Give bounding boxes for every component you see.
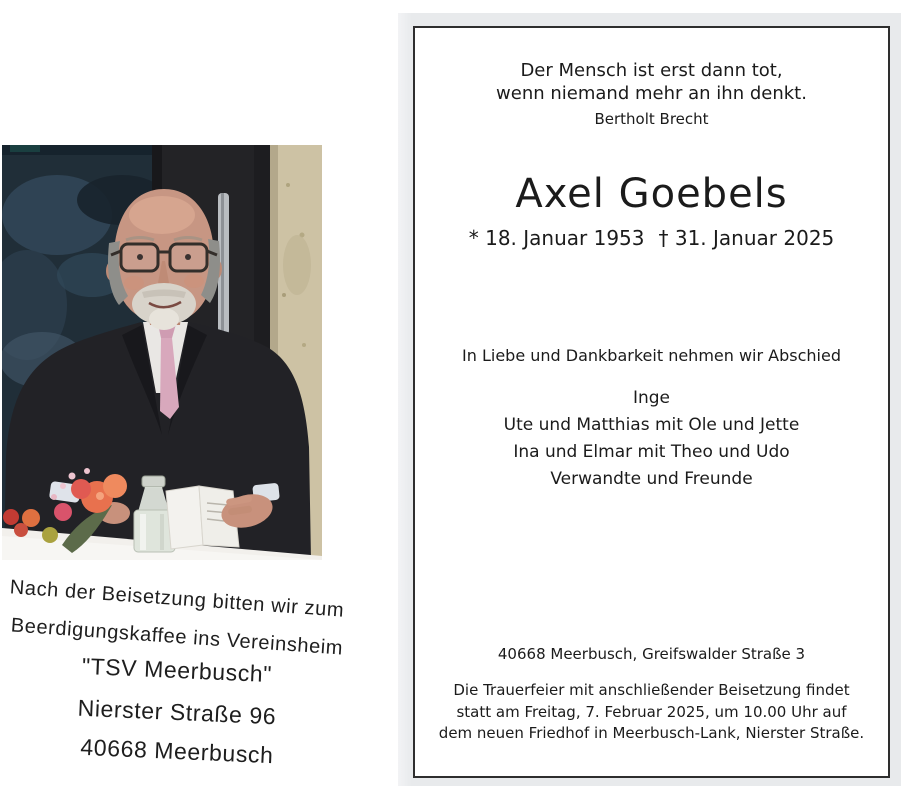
deceased-name: Axel Goebels xyxy=(515,171,788,217)
life-dates xyxy=(415,226,888,250)
invitation-line-2: Beerdigungskaffee ins Vereinsheim xyxy=(10,614,344,660)
birth-date: * 18. Januar 1953 xyxy=(468,226,645,250)
farewell-line: In Liebe und Dankbarkeit nehmen wir Abschied xyxy=(462,346,841,365)
mourners-list xyxy=(415,385,888,493)
funeral-details xyxy=(415,680,888,745)
funeral-line-3: dem neuen Friedhof in Meerbusch-Lank, Nierster Straße. xyxy=(438,724,865,742)
family-address: 40668 Meerbusch, Greifswalder Straße 3 xyxy=(497,645,806,663)
invitation-line-1: Nach der Beisetzung bitten wir zum xyxy=(9,576,345,622)
memorial-card xyxy=(413,26,890,778)
funeral-line-2: statt am Freitag, 7. Februar 2025, um 10.00 Uhr auf xyxy=(456,702,847,721)
memorial-card-scan xyxy=(398,13,901,786)
death-date: † 31. Januar 2025 xyxy=(658,226,835,250)
mourner-line: Inge xyxy=(632,388,671,408)
funeral-line-1: Die Trauerfeier mit anschließender Beisetzung findet xyxy=(453,681,850,699)
mourner-line: Ina und Elmar mit Theo und Udo xyxy=(513,442,790,462)
mourner-line: Ute und Matthias mit Ole und Jette xyxy=(503,415,800,435)
quote xyxy=(415,59,888,105)
invitation-city: 40668 Meerbusch xyxy=(79,733,275,769)
memorial-photo-illustration xyxy=(2,145,322,560)
mourner-line: Verwandte und Freunde xyxy=(550,469,753,489)
quote-line-2: wenn niemand mehr an ihn denkt. xyxy=(496,83,807,104)
quote-line-1: Der Mensch ist erst dann tot, xyxy=(520,60,783,81)
invitation-venue: "TSV Meerbusch" xyxy=(81,652,273,688)
invitation-street: Nierster Straße 96 xyxy=(77,694,277,730)
quote-author: Bertholt Brecht xyxy=(594,110,709,128)
memorial-photo xyxy=(2,145,322,560)
